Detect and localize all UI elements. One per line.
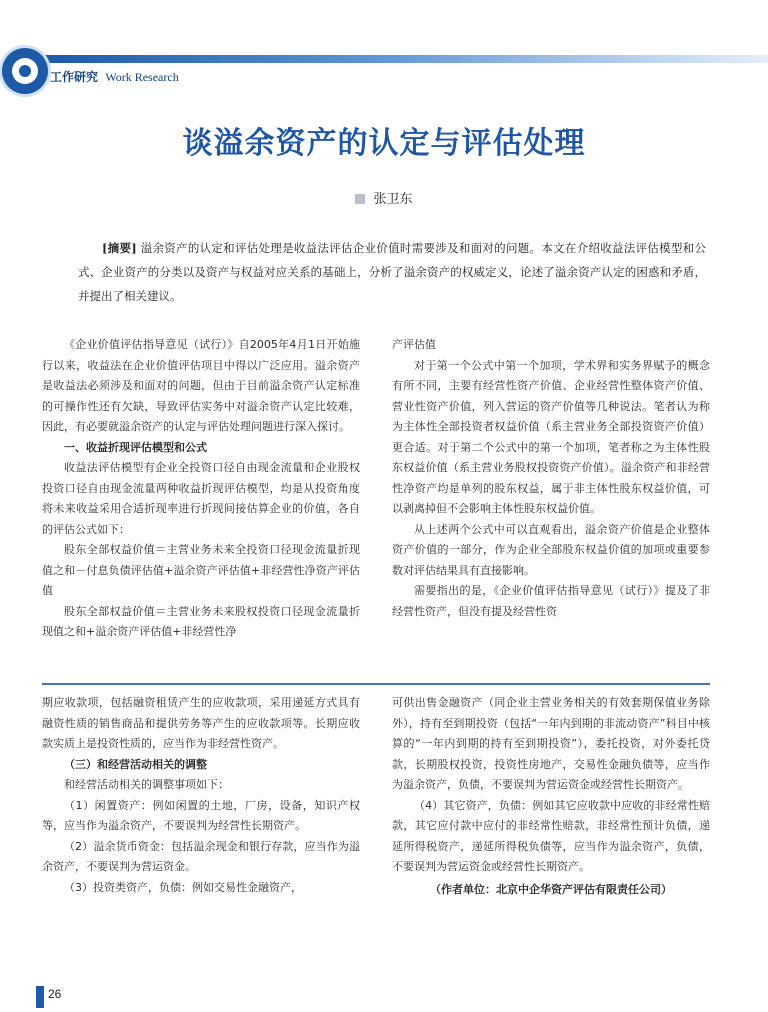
column-divider: [42, 683, 710, 685]
column-top-right: [392, 335, 710, 622]
paragraph: 股东全部权益价值＝主营业务未来股权投资口径现金流量折现值之和+溢余资产评估值+非经营性净: [42, 604, 360, 638]
abstract: [78, 236, 706, 308]
column-bottom-left: [42, 693, 360, 898]
section-heading: （三）和经营活动相关的调整: [64, 757, 207, 771]
journal-logo-icon: [2, 48, 48, 94]
abstract-label: [摘要]: [102, 241, 137, 255]
page-number-marker: [36, 986, 44, 1008]
section-label-cn: 工作研究: [50, 70, 99, 84]
article-title: 谈溢余资产的认定与评估处理: [182, 126, 586, 161]
paragraph: 和经营活动相关的调整事项如下：: [64, 778, 229, 791]
paragraph: 产评估值: [392, 338, 436, 351]
section-label-en: Work Research: [105, 70, 179, 84]
author-affiliation: （作者单位：北京中企华资产评估有限责任公司）: [430, 882, 672, 896]
paragraph: （1）闲置资产：例如闲置的土地，厂房，设备，知识产权等，应当作为溢余资产，不要误判为经营性长期资产。: [42, 798, 360, 832]
paragraph: （4）其它资产，负债：例如其它应收款中应收的非经常性赔款，其它应付款中应付的非经常性赔款，非经常性预计负债，递延所得税资产，递延所得税负债等，应当作为溢余资产，负债，不要误判为营运资金或经营性长期资产。: [392, 798, 710, 873]
section-label: [50, 68, 179, 85]
author-square-icon: [355, 194, 365, 204]
paragraph: 股东全部权益价值＝主营业务未来全投资口径现金流量折现值之和－付息负债评估值+溢余资产评估值+非经营性净资产评估值: [42, 543, 360, 597]
author-name: 张卫东: [373, 192, 413, 207]
page-number: 26: [48, 987, 62, 1001]
paragraph: （3）投资类资产，负债：例如交易性金融资产，: [64, 880, 302, 894]
paragraph: （2）溢余货币资金：包括溢余现金和银行存款，应当作为溢余资产，不要误判为营运资金。: [42, 839, 360, 873]
paragraph: 可供出售金融资产（同企业主营业务相关的有效套期保值业务除外），持有至到期投资（包括“一年内到期的非流动资产”科目中核算的“一年内到期的持有至到期投资”），委托投资，对外委托贷款，长期股权投资，投资性房地产，交易性金融负债等，应当作为溢余资产，负债，不要误判为营运资金或经营性长期资产。: [392, 696, 710, 791]
abstract-text: 溢余资产的认定和评估处理是收益法评估企业价值时需要涉及和面对的问题。本文在介绍收益法评估模型和公式、企业资产的分类以及资产与权益对应关系的基础上，分析了溢余资产的权威定义，论述了溢余资产认定的困惑和矛盾，并提出了相关建议。: [78, 241, 707, 303]
column-bottom-right: [392, 693, 710, 900]
paragraph: 期应收款项，包括融资租赁产生的应收款项，采用递延方式具有融资性质的销售商品和提供劳务等产生的应收款项等。长期应收款实质上是投资性质的，应当作为非经营性资产。: [42, 696, 360, 750]
paragraph: 《企业价值评估指导意见（试行）》自2005年4月1日开始施行以来，收益法在企业价值评估项目中得以广泛应用。溢余资产是收益法必须涉及和面对的问题，但由于目前溢余资产认定标准的可操作性还有欠缺，导致评估实务中对溢余资产认定比较难，因此，有必要就溢余资产的认定与评估处理问题进行深入探讨。: [42, 338, 360, 433]
section-heading: 一、收益折现评估模型和公式: [64, 440, 207, 454]
column-top-left: [42, 335, 360, 643]
author-line: [0, 188, 768, 207]
paragraph: 从上述两个公式中可以直观看出，溢余资产价值是企业整体资产价值的一部分，作为企业全部股东权益价值的加项或重要参数对评估结果具有直接影响。: [392, 522, 710, 577]
header-bar: [40, 55, 768, 63]
page-header: [0, 0, 768, 90]
paragraph: 收益法评估模型有企业全投资口径自由现金流量和企业股权投资口径自由现金流量两种收益折现评估模型，均是从投资角度将未来收益采用合适折现率进行折现间接估算企业的价值，各自的评估公式如下：: [42, 461, 360, 536]
paragraph: 对于第一个公式中第一个加项，学术界和实务界赋予的概念有所不同，主要有经营性资产价值、企业经营性整体资产价值、营业性资产价值，列入营运的资产价值等几种说法。笔者认为称为主体性全部投资者权益价值（系主营业务全部投资资产价值）更合适。对于第二个公式中的第一个加项，笔者称之为主体性股东权益价值（系主营业务股权投资资产价值）。溢余资产和非经营性净资产均是单列的股东权益，属于非主体性股东权益价值，可以剥离掉但不会影响主体性股东权益价值。: [392, 358, 710, 515]
paragraph: 需要指出的是，《企业价值评估指导意见（试行）》提及了非经营性资产，但没有提及经营性资: [392, 584, 710, 618]
